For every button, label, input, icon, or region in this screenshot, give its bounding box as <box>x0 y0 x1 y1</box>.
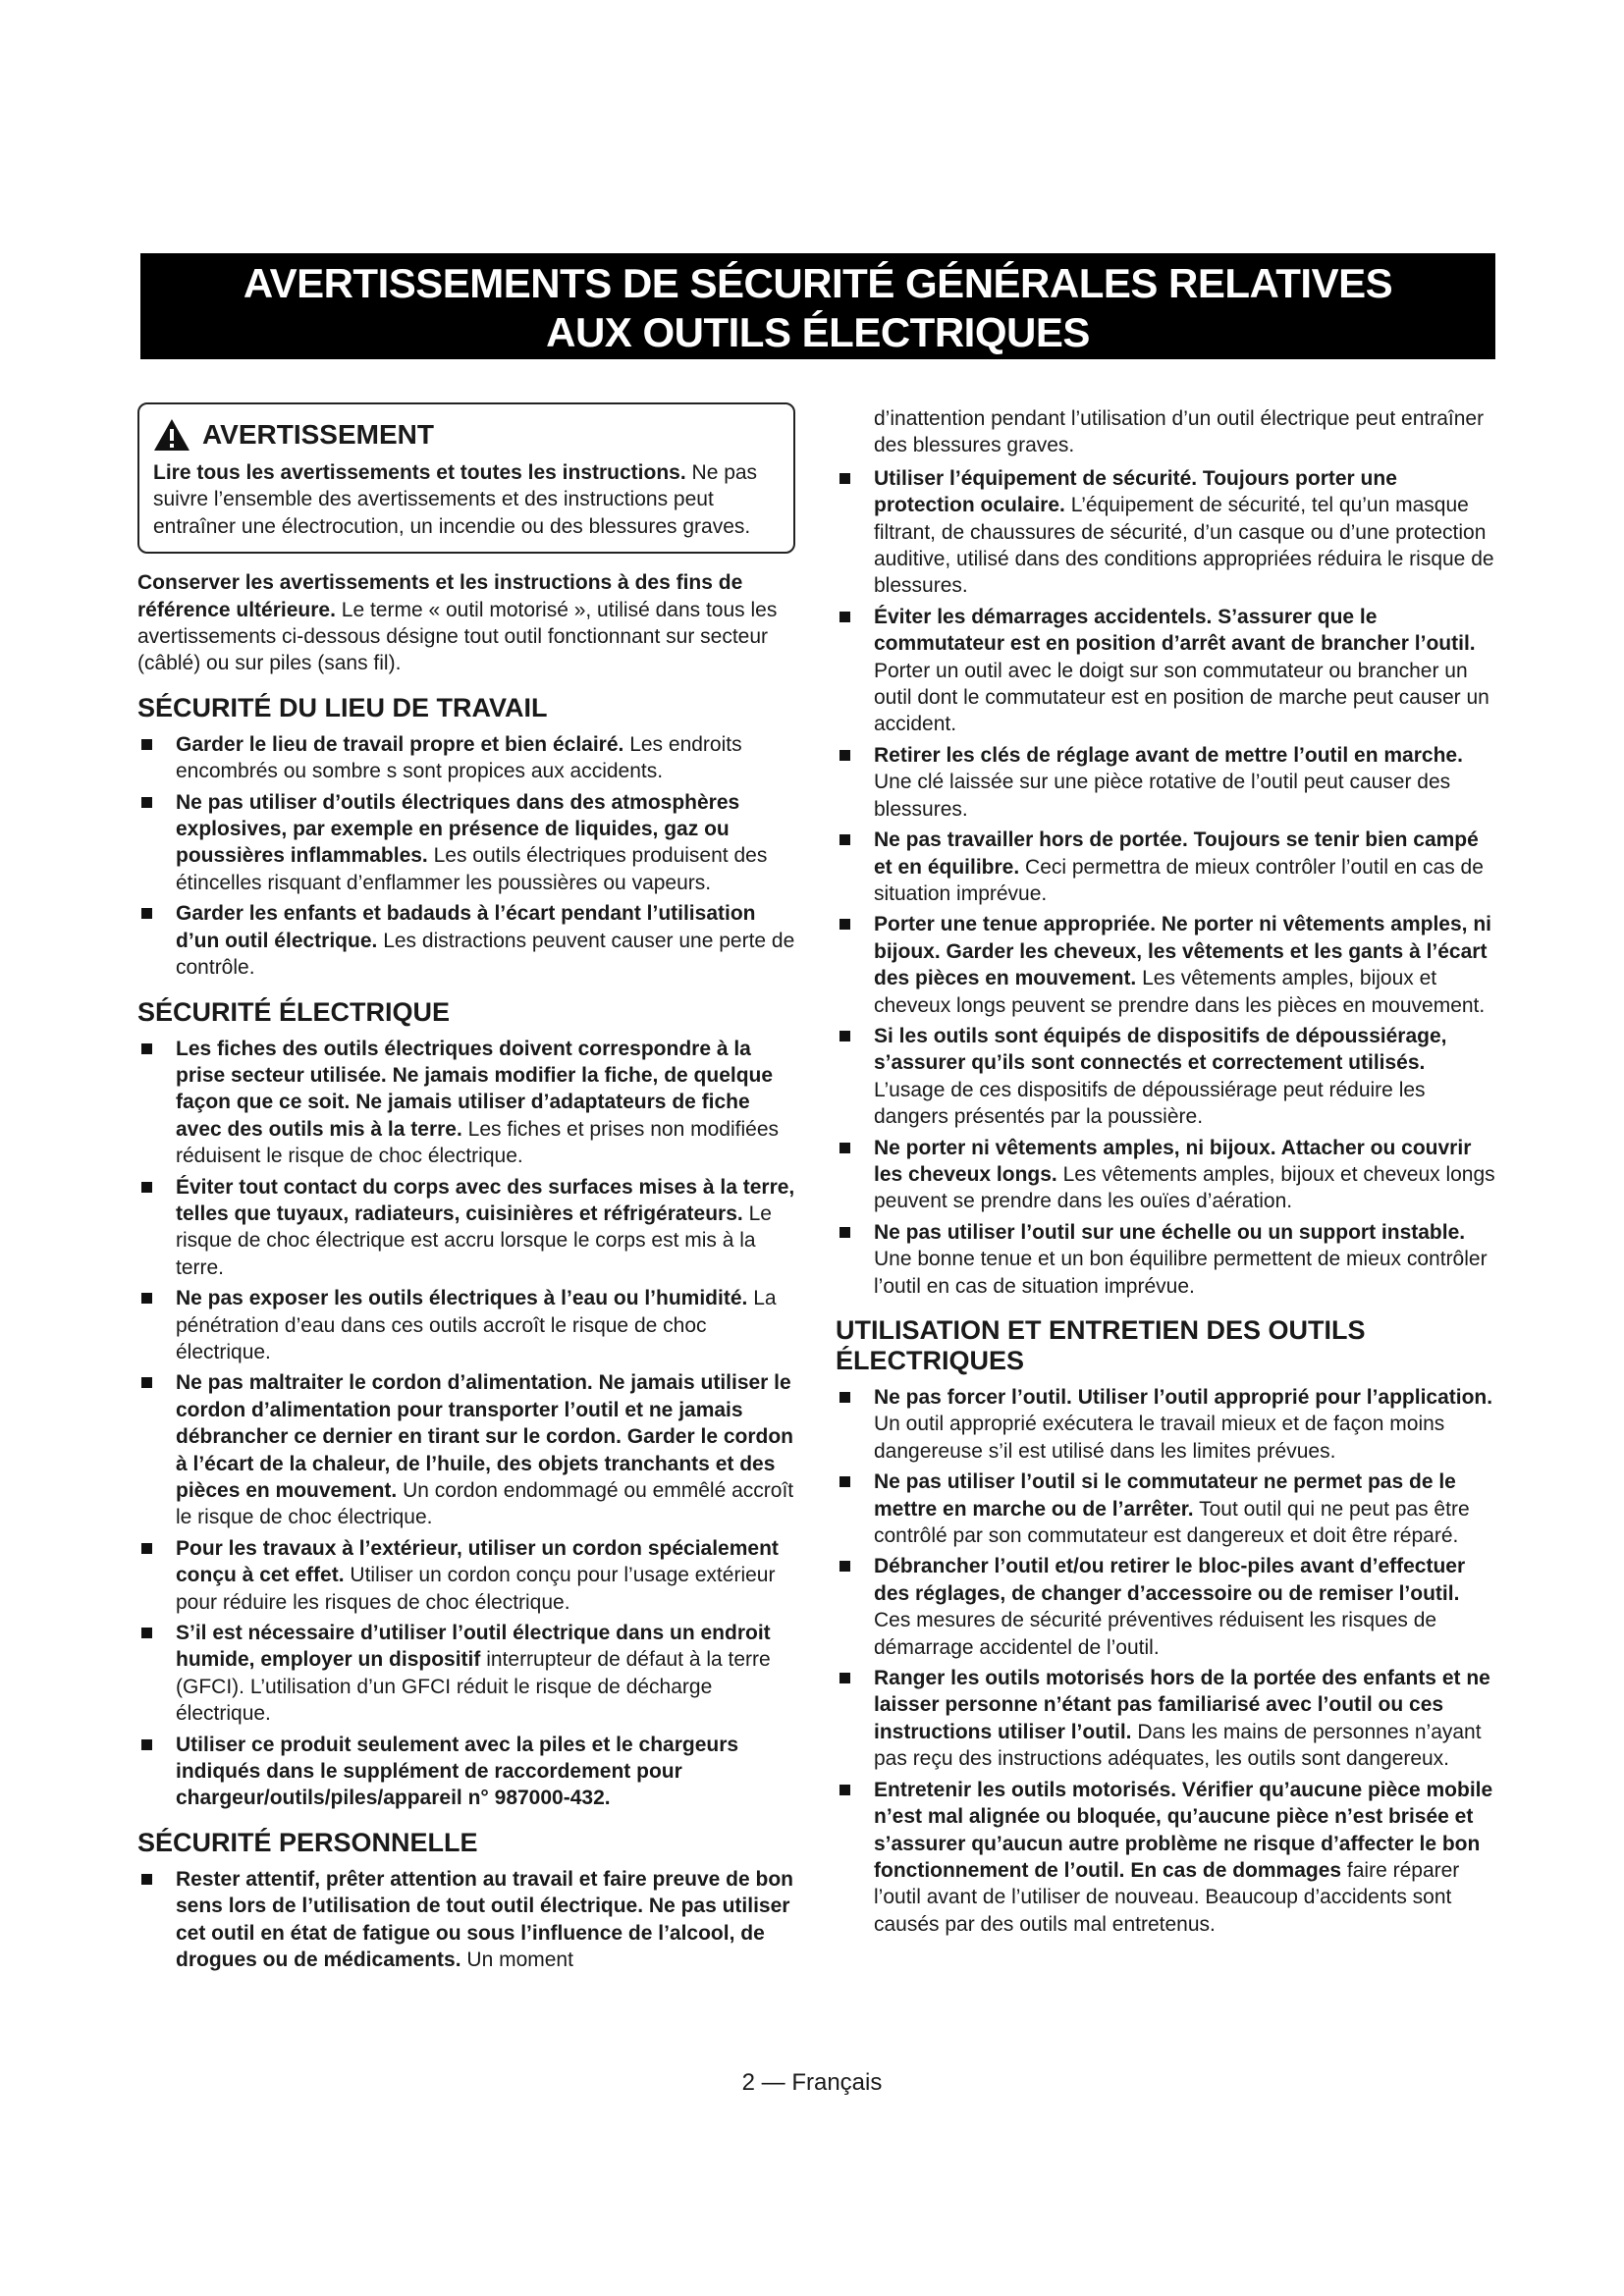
warning-title: AVERTISSEMENT <box>202 419 434 451</box>
item-text: Ces mesures de sécurité préventives réduisent les risques de démarrage accidentel de l’outil. <box>874 1609 1437 1659</box>
item-bold: Éviter tout contact du corps avec des surfaces mises à la terre, telles que tuyaux, radiateurs, cuisinières et réfrigérateurs. <box>176 1175 795 1225</box>
item-text: L’usage de ces dispositifs de dépoussiérage peut réduire les dangers présentés par la poussière. <box>874 1078 1426 1129</box>
item-text: Utiliser un cordon conçu pour l’usage extérieur pour réduire les risques de choc électrique. <box>176 1564 776 1614</box>
section-title-tool-use: UTILISATION ET ENTRETIEN DES OUTILS ÉLECTRIQUES <box>836 1315 1366 1375</box>
intro-paragraph <box>137 569 795 677</box>
item-bold: Entretenir les outils motorisés. Vérifier qu’aucune pièce mobile n’est mal alignée ou bloquée, qu’aucune pièce n’est brisée et s’assurer qu’aucun autre problème ne risque d’affecter le bon fonctionnement de l’outil. En cas de dommages <box>874 1778 1493 1882</box>
item-bold: Ne pas maltraiter le cordon d’alimentation. Ne jamais utiliser le cordon d’alimentation pour transporter l’outil et ne jamais débrancher ce dernier en tirant sur le cordon. Garder le cordon à l’écart de la chaleur, de l’huile, des objets tranchants et des pièces en mouvement. <box>176 1371 794 1502</box>
tool-use-list <box>836 1384 1499 1938</box>
item-bold: Garder le lieu de travail propre et bien éclairé. <box>176 732 624 756</box>
warning-bold: Lire tous les avertissements et toutes les instructions. <box>153 461 686 484</box>
item-text: Un outil approprié exécutera le travail mieux et de façon moins dangereuse s’il est utilisé dans les limites prévues. <box>874 1413 1445 1463</box>
item-text: faire réparer l’outil avant de l’utiliser de nouveau. Beaucoup d’accidents sont causés par des outils mal entretenus. <box>874 1858 1460 1936</box>
item-bold: Ne pas travailler hors de portée. Toujours se tenir bien campé et en équilibre. <box>874 828 1479 879</box>
list-item <box>836 742 1499 823</box>
personal-continuation: d’inattention pendant l’utilisation d’un outil électrique peut entraîner des blessures graves. <box>874 407 1485 457</box>
list-item <box>836 604 1499 738</box>
list-item <box>137 1732 795 1812</box>
list-item <box>836 911 1499 1019</box>
banner-line-2: AUX OUTILS ÉLECTRIQUES <box>546 309 1090 355</box>
item-bold: Les fiches des outils électriques doivent correspondre à la prise secteur utilisée. Ne jamais modifier la fiche, de quelque façon que ce soit. Ne jamais utiliser d’adaptateurs de fiche avec des outils mis à la terre. <box>176 1037 774 1141</box>
list-item <box>137 1285 795 1365</box>
list-item <box>836 1023 1499 1131</box>
item-bold: Utiliser ce produit seulement avec la piles et le chargeurs indiqués dans le supplément de raccordement pour chargeur/outils/piles/appareil n° 987000-432. <box>176 1733 739 1810</box>
item-text: Un cordon endommagé ou emmêlé accroît le risque de choc électrique. <box>176 1479 794 1529</box>
banner-line-1: AVERTISSEMENTS DE SÉCURITÉ GÉNÉRALES RELATIVES <box>243 260 1393 306</box>
list-item <box>137 1535 795 1616</box>
list-item <box>836 465 1499 600</box>
item-text: Les vêtements amples, bijoux et cheveux longs peuvent se prendre dans les ouïes d’aération. <box>874 1162 1495 1213</box>
item-bold: Ne pas forcer l’outil. Utiliser l’outil approprié pour l’application. <box>874 1386 1493 1409</box>
item-text: Ceci permettra de mieux contrôler l’outil en cas de situation imprévue. <box>874 855 1484 905</box>
list-item <box>137 1620 795 1728</box>
item-text: Les outils électriques produisent des étincelles risquant d’enflammer les poussières ou vapeurs. <box>176 844 768 894</box>
warning-header <box>153 418 776 452</box>
item-bold: Garder les enfants et badauds à l’écart pendant l’utilisation d’un outil électrique. <box>176 902 756 952</box>
warning-body: Ne pas suivre l’ensemble des avertissements et des instructions peut entraîner une électrocution, un incendie ou des blessures graves. <box>153 461 758 538</box>
warning-text <box>153 459 776 540</box>
list-item <box>836 1553 1499 1661</box>
item-bold: Pour les travaux à l’extérieur, utiliser un cordon spécialement conçu à cet effet. <box>176 1536 779 1587</box>
warning-box <box>137 402 795 554</box>
item-text: Une bonne tenue et un bon équilibre permettent de mieux contrôler l’outil en cas de situation imprévue. <box>874 1248 1488 1298</box>
list-item <box>137 731 795 785</box>
warning-triangle-icon <box>153 418 190 452</box>
right-column <box>836 405 1499 1942</box>
page-footer: 2 — Français <box>741 2069 883 2096</box>
item-bold: Ne porter ni vêtements amples, ni bijoux. Attacher ou couvrir les cheveux longs. <box>874 1136 1472 1186</box>
item-text: Les distractions peuvent causer une perte de contrôle. <box>176 929 795 980</box>
item-text: L’équipement de sécurité, tel qu’un masque filtrant, de chaussures de sécurité, d’un casque ou d’une protection auditive, utilisé dans des conditions appropriées réduira le risque de blessures. <box>874 494 1494 598</box>
item-text: La pénétration d’eau dans ces outils accroît le risque de choc électrique. <box>176 1287 777 1363</box>
list-item <box>836 1468 1499 1549</box>
item-text: Dans les mains de personnes n’ayant pas reçu des instructions adéquates, les outils sont dangereux. <box>874 1720 1482 1771</box>
item-bold: Ranger les outils motorisés hors de la portée des enfants et ne laisser personne n’étant pas familiarisé avec l’outil ou ces instructions utiliser l’outil. <box>874 1667 1490 1743</box>
item-bold: S’il est nécessaire d’utiliser l’outil électrique dans un endroit humide, employer un dispositif <box>176 1622 771 1672</box>
list-item <box>836 1135 1499 1215</box>
intro-body: Le terme « outil motorisé », utilisé dans tous les avertissements ci-dessous désigne tout outil fonctionnant sur secteur (câblé) ou sur piles (sans fil). <box>137 598 778 675</box>
list-item <box>137 900 795 981</box>
item-text: Une clé laissée sur une pièce rotative de l’outil peut causer des blessures. <box>874 771 1451 821</box>
section-title-electrical: SÉCURITÉ ÉLECTRIQUE <box>137 996 451 1027</box>
list-item <box>137 1369 795 1530</box>
item-bold: Ne pas exposer les outils électriques à l’eau ou l’humidité. <box>176 1287 748 1310</box>
personal-list-left <box>137 1866 795 1974</box>
item-text: Le risque de choc électrique est accru lorsque le corps est mis à la terre. <box>176 1201 772 1279</box>
item-bold: Ne pas utiliser l’outil sur une échelle ou un support instable. <box>874 1220 1466 1244</box>
personal-list-right <box>836 465 1499 1300</box>
list-item <box>137 1036 795 1170</box>
list-item <box>836 1219 1499 1300</box>
section-title-personal: SÉCURITÉ PERSONNELLE <box>137 1827 478 1857</box>
item-text: Un moment <box>460 1949 573 1972</box>
item-text: Tout outil qui ne peut pas être contrôlé par son commutateur est dangereux et doit être réparé. <box>874 1497 1470 1548</box>
item-text: Les fiches et prises non modifiées réduisent le risque de choc électrique. <box>176 1117 779 1168</box>
item-bold: Débrancher l’outil et/ou retirer le bloc-piles avant d’effectuer des réglages, de changer d’accessoire ou de remiser l’outil. <box>874 1555 1466 1605</box>
list-item <box>836 1777 1499 1938</box>
item-bold: Porter une tenue appropriée. Ne porter ni vêtements amples, ni bijoux. Garder les cheveux, les vêtements et les gants à l’écart des pièces en mouvement. <box>874 913 1491 990</box>
item-bold: Ne pas utiliser d’outils électriques dans des atmosphères explosives, par exemple en présence de liquides, gaz ou poussières inflammables. <box>176 790 740 868</box>
intro-bold: Conserver les avertissements et les instructions à des fins de référence ultérieure. <box>137 571 743 621</box>
item-bold: Éviter les démarrages accidentels. S’assurer que le commutateur est en position d’arrêt avant de brancher l’outil. <box>874 605 1476 656</box>
list-item <box>836 827 1499 907</box>
list-item <box>836 1665 1499 1773</box>
list-item <box>836 1384 1499 1465</box>
item-bold: Retirer les clés de réglage avant de mettre l’outil en marche. <box>874 743 1463 767</box>
item-text: Les vêtements amples, bijoux et cheveux longs peuvent se prendre dans les pièces en mouvement. <box>874 967 1486 1017</box>
item-bold: Utiliser l’équipement de sécurité. Toujours porter une protection oculaire. <box>874 466 1397 517</box>
section-title-work-area: SÉCURITÉ DU LIEU DE TRAVAIL <box>137 692 548 722</box>
page-banner <box>140 253 1495 359</box>
list-item <box>137 1174 795 1282</box>
work-area-list <box>137 731 795 982</box>
item-bold: Ne pas utiliser l’outil si le commutateur ne permet pas de le mettre en marche ou de l’arrêter. <box>874 1470 1456 1521</box>
electrical-list <box>137 1036 795 1812</box>
item-bold: Si les outils sont équipés de dispositifs de dépoussiérage, s’assurer qu’ils sont connectés et correctement utilisés. <box>874 1024 1447 1075</box>
item-bold: Rester attentif, prêter attention au travail et faire preuve de bon sens lors de l’utilisation de tout outil électrique. Ne pas utiliser cet outil en état de fatigue ou sous l’influence de l’alcool, de drogues ou de médicaments. <box>176 1867 793 1972</box>
list-item <box>137 1866 795 1974</box>
list-item <box>137 789 795 897</box>
item-text: Les endroits encombrés ou sombre s sont propices aux accidents. <box>176 732 742 783</box>
left-column <box>137 402 795 1978</box>
item-text: Porter un outil avec le doigt sur son commutateur ou brancher un outil dont le commutateur est en position de marche peut causer un accident. <box>874 659 1489 736</box>
item-text: interrupteur de défaut à la terre (GFCI). L’utilisation d’un GFCI réduit le risque de décharge électrique. <box>176 1648 771 1726</box>
